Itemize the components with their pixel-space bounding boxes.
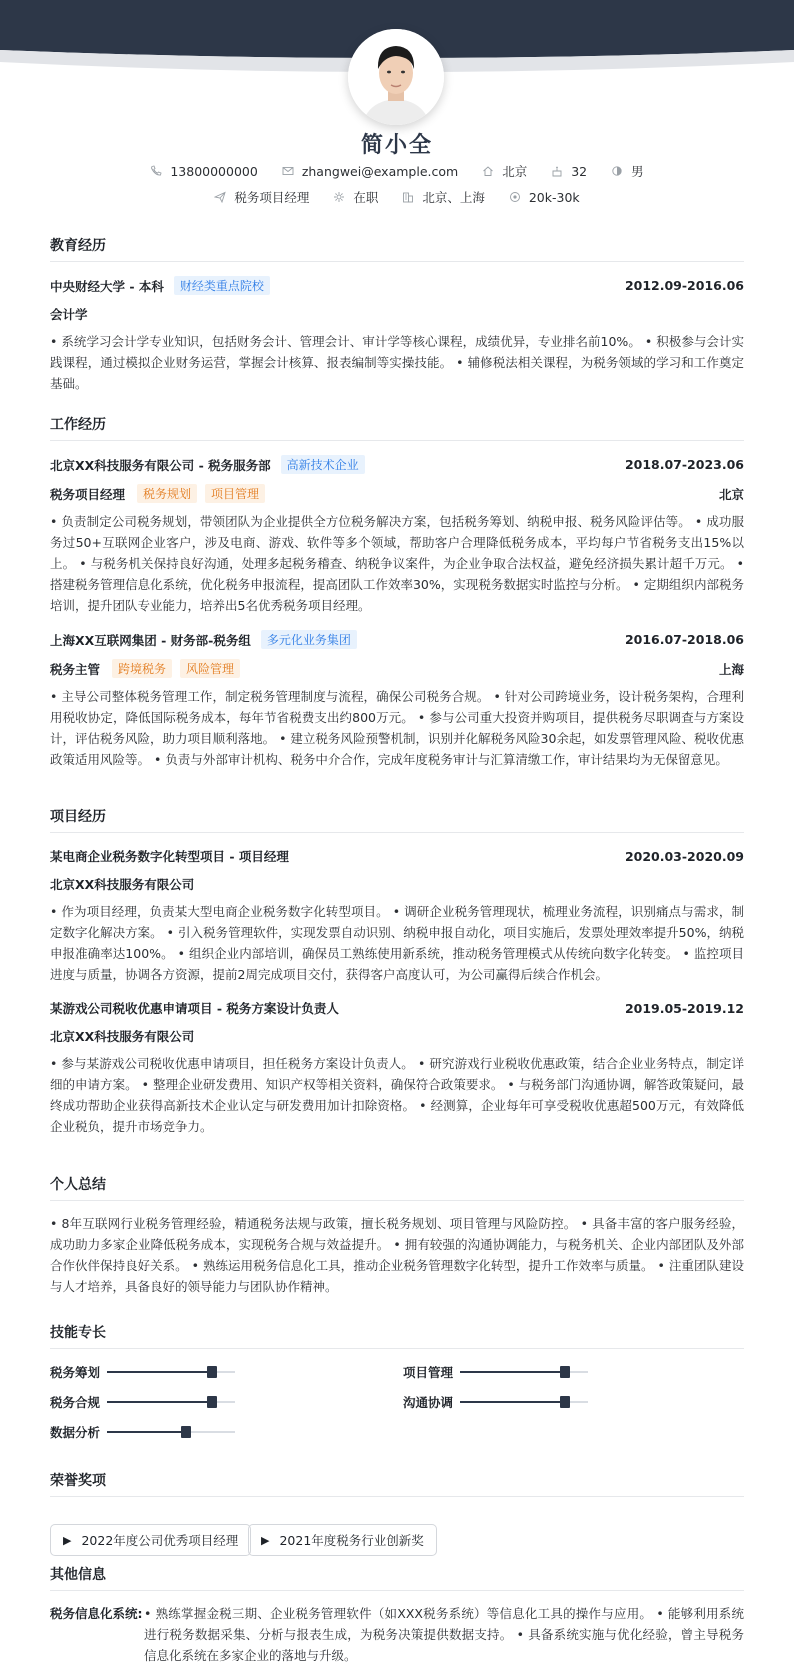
send-icon xyxy=(214,191,226,203)
age-item xyxy=(551,164,587,179)
role-tag: 跨境税务 xyxy=(112,659,172,678)
award-chip[interactable] xyxy=(50,1524,251,1556)
skill-label: 税务合规 xyxy=(50,1395,101,1410)
projects-section xyxy=(50,806,744,1137)
skill-bar-knob xyxy=(560,1396,570,1408)
skill-bar xyxy=(460,1401,588,1403)
role-title: 税务主管 xyxy=(50,661,101,677)
skill-bar-fill xyxy=(107,1371,212,1373)
skill-bar xyxy=(460,1371,588,1373)
gender-icon xyxy=(611,165,623,177)
section-title: 技能专长 xyxy=(50,1322,744,1349)
age-text: 32 xyxy=(571,163,588,179)
avatar xyxy=(348,29,444,125)
major: 会计学 xyxy=(50,307,88,322)
skill-label: 数据分析 xyxy=(50,1425,101,1440)
award-label: 2022年度公司优秀项目经理 xyxy=(81,1533,239,1548)
company-tag: 高新技术企业 xyxy=(281,455,365,474)
awards-section xyxy=(50,1470,744,1497)
award-chip[interactable] xyxy=(248,1524,437,1556)
role-tag: 风险管理 xyxy=(180,659,240,678)
triangle-icon: ▶ xyxy=(63,1533,72,1547)
company-tag: 多元化业务集团 xyxy=(261,630,357,649)
work-date: 2016.07-2018.06 xyxy=(624,632,744,647)
school-name: 中央财经大学 - 本科 xyxy=(50,278,164,294)
email-text: zhangwei@example.com xyxy=(301,163,459,179)
project-org: 北京XX科技服务有限公司 xyxy=(50,1029,195,1044)
project-date: 2020.03-2020.09 xyxy=(624,848,744,864)
award-label: 2021年度税务行业创新奖 xyxy=(279,1533,424,1548)
phone-item xyxy=(150,164,257,179)
skill-bar-knob xyxy=(207,1396,217,1408)
salary-item xyxy=(509,190,580,205)
project-item xyxy=(50,847,744,985)
work-city: 北京 xyxy=(718,486,744,502)
email-item xyxy=(282,164,458,179)
building-icon xyxy=(402,191,414,203)
education-date: 2012.09-2016.06 xyxy=(624,278,744,293)
project-name: 某电商企业税务数字化转型项目 - 项目经理 xyxy=(50,849,289,864)
other-section xyxy=(50,1564,744,1666)
skill-label: 项目管理 xyxy=(403,1365,454,1380)
phone-text: 13800000000 xyxy=(170,163,258,179)
candidate-name: 简小全 xyxy=(360,133,433,158)
work-desc: • 负责制定公司税务规划，带领团队为企业提供全方位税务解决方案，包括税务筹划、纳税申报、税务风险评估等。 • 成功服务过50+互联网企业客户，涉及电商、游戏、软件等多个领域，帮助客户合理降低税务成本，平均每户节省税务支出15%以上。 • 与税务机关保持良好沟通，处理多起税务稽查、纳税争议案件，为企业争取合法权益，避免经济损失累计超千万元。 • 搭建税务管理信息化系统，优化税务申报流程，提高团队工作效率30%，实现税务数据实时监控与分析。 • 定期组织内部税务培训，提升团队专业能力，培养出5名优秀税务项目经理。 xyxy=(50,514,744,613)
gender-text: 男 xyxy=(631,164,644,179)
target-text: 税务项目经理 xyxy=(234,190,310,205)
target-item xyxy=(214,188,309,206)
education-desc: • 系统学习会计学专业知识，包括财务会计、管理会计、审计学等核心课程，成绩优异，专业排名前10%。 • 积极参与会计实践课程，通过模拟企业财务运营，掌握会计核算、报表编制等实操技能。 • 辅修税法相关课程，为税务领域的学习和工作奠定基础。 xyxy=(50,334,744,391)
section-title: 项目经历 xyxy=(50,806,744,833)
mail-icon xyxy=(282,165,294,177)
work-section xyxy=(50,414,744,770)
section-title: 教育经历 xyxy=(50,235,744,262)
role-tag: 税务规划 xyxy=(137,484,197,503)
skill-row xyxy=(50,1363,235,1381)
skill-bar xyxy=(107,1431,235,1433)
city-item xyxy=(482,162,527,180)
skill-bar xyxy=(107,1401,235,1403)
work-date: 2018.07-2023.06 xyxy=(624,457,744,472)
work-desc: • 主导公司整体税务管理工作，制定税务管理制度与流程，确保公司税务合规。 • 针对公司跨境业务，设计税务架构，合理利用税收协定，降低国际税务成本，每年节省税费支出约800万元。 • 参与公司重大投资并购项目，提供税务尽职调查与方案设计，评估税务风险，助力项目顺利落地。 • 建立税务风险预警机制，识别并化解税务风险30余起，如发票管理风险、税收优惠政策适用风险等。 • 负责与外部审计机构、税务中介合作，完成年度税务审计与汇算清缴工作，审计结果均为无保留意见。 xyxy=(50,689,744,767)
job-row xyxy=(0,188,794,206)
role-tag: 项目管理 xyxy=(205,484,265,503)
skill-bar-fill xyxy=(460,1401,565,1403)
contact-row xyxy=(0,162,794,180)
skill-bar-fill xyxy=(107,1431,186,1433)
gender-item xyxy=(611,162,644,180)
project-name: 某游戏公司税收优惠申请项目 - 税务方案设计负责人 xyxy=(50,1001,339,1016)
phone-icon xyxy=(150,165,162,177)
education-head xyxy=(50,276,744,295)
role-title: 税务项目经理 xyxy=(50,486,126,502)
summary-desc: • 8年互联网行业税务管理经验，精通税务法规与政策，擅长税务规划、项目管理与风险防控。 • 具备丰富的客户服务经验，成功助力多家企业降低税务成本，实现税务合规与效益提升。 • 拥有较强的沟通协调能力，与税务机关、企业内部团队及外部合作伙伴保持良好关系。 • 熟练运用税务信息化工具，推动企业税务管理数字化转型，提升工作效率与质量。 • 注重团队建设与人才培养，具备良好的领导能力与团队协作精神。 xyxy=(50,1216,744,1294)
project-org: 北京XX科技服务有限公司 xyxy=(50,877,195,892)
skill-row xyxy=(50,1423,235,1441)
project-date: 2019.05-2019.12 xyxy=(624,1000,744,1016)
age-icon xyxy=(551,165,563,177)
skill-bar-fill xyxy=(107,1401,212,1403)
skill-bar-knob xyxy=(207,1366,217,1378)
skill-row xyxy=(403,1363,588,1381)
triangle-icon: ▶ xyxy=(261,1533,270,1547)
status-icon xyxy=(333,191,345,203)
skill-bar-knob xyxy=(560,1366,570,1378)
education-section xyxy=(50,235,744,394)
status-item xyxy=(333,188,378,206)
skill-bar-fill xyxy=(460,1371,565,1373)
city-text: 北京 xyxy=(502,164,528,179)
section-title: 工作经历 xyxy=(50,414,744,441)
skill-row xyxy=(403,1393,588,1411)
location-text: 北京、上海 xyxy=(422,190,485,205)
work-item xyxy=(50,630,744,770)
other-desc: • 熟练掌握金税三期、企业税务管理软件（如XXX税务系统）等信息化工具的操作与应用。 • 能够利用系统进行税务数据采集、分析与报表生成，为税务决策提供数据支持。 • 具备系统实施与优化经验，曾主导税务信息化系统在多家企业的落地与升级。 xyxy=(144,1606,744,1663)
other-label: 税务信息化系统: xyxy=(50,1606,143,1621)
coin-icon xyxy=(509,191,521,203)
skill-bar xyxy=(107,1371,235,1373)
section-title: 荣誉奖项 xyxy=(50,1470,744,1497)
status-text: 在职 xyxy=(353,190,379,205)
project-desc: • 参与某游戏公司税收优惠申请项目，担任税务方案设计负责人。 • 研究游戏行业税收优惠政策，结合企业业务特点，制定详细的申请方案。 • 整理企业研发费用、知识产权等相关资料，确保符合政策要求。 • 与税务部门沟通协调，解答政策疑问，最终成功帮助企业获得高新技术企业认定与研发费用加计扣除资格。 • 经测算，企业每年可享受税收优惠超500万元，有效降低企业税负，提升市场竞争力。 xyxy=(50,1056,744,1134)
section-title: 个人总结 xyxy=(50,1174,744,1201)
skill-row xyxy=(50,1393,235,1411)
company-name: 北京XX科技服务有限公司 - 税务服务部 xyxy=(50,457,271,473)
skills-section xyxy=(50,1322,744,1349)
project-desc: • 作为项目经理，负责某大型电商企业税务数字化转型项目。 • 调研企业税务管理现状，梳理业务流程，识别痛点与需求，制定数字化解决方案。 • 引入税务管理软件，实现发票自动识别、纳税申报自动化，项目实施后，发票处理效率提升50%，纳税申报准确率达100%。 • 组织企业内部培训，确保员工熟练使用新系统，推动税务管理模式从传统向数字化转变。 • 监控项目进度与质量，协调各方资源，提前2周完成项目交付，获得客户高度认可，为公司赢得后续合作机会。 xyxy=(50,904,744,982)
skill-label: 税务筹划 xyxy=(50,1365,101,1380)
project-item xyxy=(50,999,744,1137)
summary-section xyxy=(50,1174,744,1297)
work-city: 上海 xyxy=(718,661,744,677)
home-icon xyxy=(482,165,494,177)
school-tag: 财经类重点院校 xyxy=(174,276,270,295)
other-row xyxy=(50,1603,744,1666)
skill-bar-knob xyxy=(181,1426,191,1438)
location-item xyxy=(402,188,485,206)
company-name: 上海XX互联网集团 - 财务部-税务组 xyxy=(50,632,251,648)
work-item xyxy=(50,455,744,616)
skill-label: 沟通协调 xyxy=(403,1395,454,1410)
salary-text: 20k-30k xyxy=(528,189,580,205)
section-title: 其他信息 xyxy=(50,1564,744,1591)
